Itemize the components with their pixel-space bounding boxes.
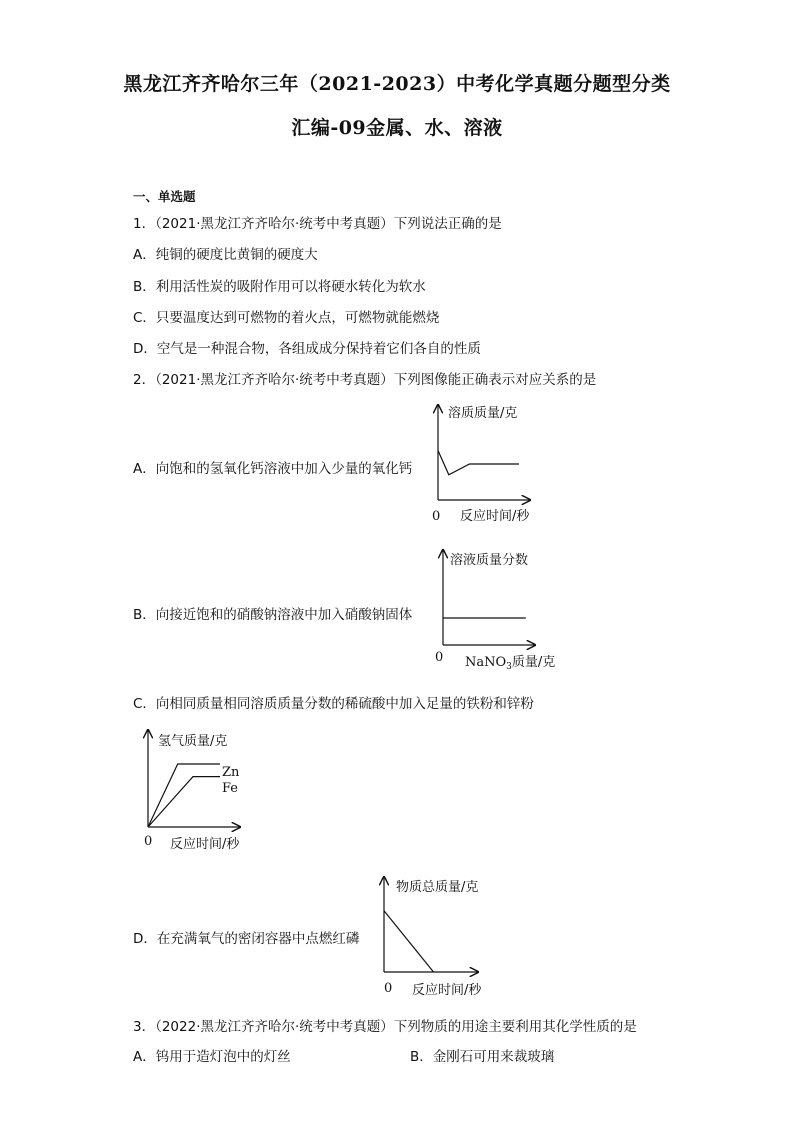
q3-stem: 3．（2022·黑龙江齐齐哈尔·统考中考真题）下列物质的用途主要利用其化学性质的是 <box>133 1019 637 1035</box>
origin-label: 0 <box>384 981 393 996</box>
q2-option-c: C．向相同质量相同溶质质量分数的稀硫酸中加入足量的铁粉和锌粉 <box>133 696 534 712</box>
origin-label: 0 <box>435 650 444 665</box>
origin-label: 0 <box>432 509 441 524</box>
section-heading: 一、单选题 <box>133 189 196 204</box>
doc-title-line1: 黑龙江齐齐哈尔三年（2021-2023）中考化学真题分题型分类 <box>123 73 671 95</box>
series-line <box>384 911 434 972</box>
q3-option-a: A．钨用于造灯泡中的灯丝 <box>133 1049 291 1065</box>
q3-option-b: B．金刚石可用来裁玻璃 <box>410 1049 555 1065</box>
series-label-zn: Zn <box>222 765 240 780</box>
y-axis-label: 溶液质量分数 <box>450 553 529 568</box>
origin-label: 0 <box>144 834 153 849</box>
q1-option-a: A．纯铜的硬度比黄铜的硬度大 <box>133 247 318 263</box>
q2-option-a: A．向饱和的氢氧化钙溶液中加入少量的氧化钙 <box>133 461 413 477</box>
y-axis-label: 溶质质量/克 <box>448 406 518 421</box>
doc-title-line2: 汇编-09金属、水、溶液 <box>291 117 503 139</box>
q1-option-d: D．空气是一种混合物，各组成成分保持着它们各自的性质 <box>133 341 481 357</box>
chart-d <box>366 872 516 1000</box>
chart-c <box>130 725 280 855</box>
series-line <box>438 451 519 475</box>
q2-option-d: D．在充满氧气的密闭容器中点燃红磷 <box>133 931 360 947</box>
series-label-fe: Fe <box>222 781 239 796</box>
series-line-zn <box>148 764 220 827</box>
y-axis-label: 物质总质量/克 <box>396 880 479 895</box>
q1-option-c: C．只要温度达到可燃物的着火点，可燃物就能燃烧 <box>133 310 440 326</box>
y-axis-label: 氢气质量/克 <box>158 734 228 749</box>
q1-stem: 1．（2021·黑龙江齐齐哈尔·统考中考真题）下列说法正确的是 <box>133 216 502 232</box>
x-axis-label: 反应时间/秒 <box>170 837 240 852</box>
chart-b <box>425 545 575 670</box>
q2-stem: 2．（2021·黑龙江齐齐哈尔·统考中考真题）下列图像能正确表示对应关系的是 <box>133 372 597 388</box>
x-axis-label: 反应时间/秒 <box>412 983 482 998</box>
q1-option-b: B．利用活性炭的吸附作用可以将硬水转化为软水 <box>133 279 426 295</box>
chart-a <box>420 400 570 525</box>
q2-option-b: B．向接近饱和的硝酸钠溶液中加入硝酸钠固体 <box>133 607 413 623</box>
x-axis-label: 反应时间/秒 <box>460 509 530 524</box>
series-line-fe <box>148 777 220 827</box>
x-axis-label: NaNO$_3$质量/克 <box>465 655 556 672</box>
